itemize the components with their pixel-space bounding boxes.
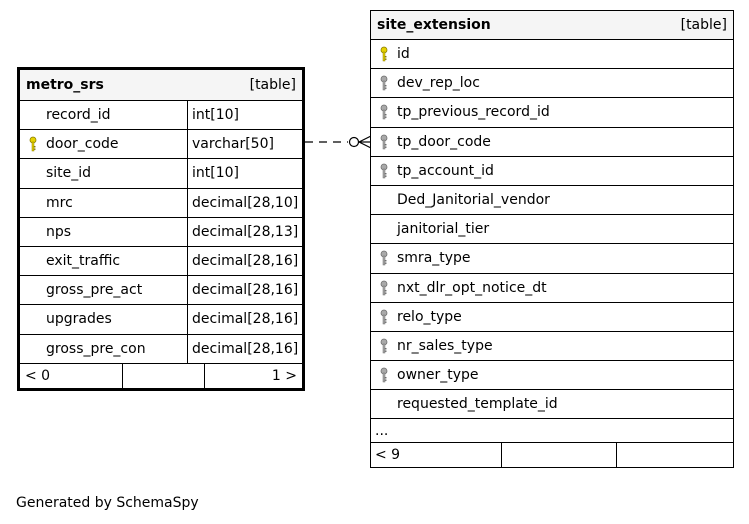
column-name-cell: [371, 157, 733, 185]
column-row[interactable]: [20, 101, 302, 130]
zero-cardinality-circle: [350, 138, 359, 147]
column-type: decimal[28,16]: [187, 335, 302, 363]
column-name-cell: [371, 186, 733, 214]
column-type: int[10]: [187, 159, 302, 187]
column-name: tp_account_id: [397, 162, 494, 179]
column-name: gross_pre_act: [46, 282, 143, 299]
column-name: smra_type: [397, 250, 471, 267]
key-placeholder: [20, 101, 46, 129]
column-row[interactable]: [20, 247, 302, 276]
footer-spacer: [502, 443, 617, 467]
table-footer: [371, 443, 733, 467]
column-row[interactable]: [371, 69, 733, 98]
table-header: [371, 11, 733, 40]
column-row[interactable]: [20, 218, 302, 247]
column-name: Ded_Janitorial_vendor: [397, 192, 550, 209]
column-row[interactable]: [371, 40, 733, 69]
table-footer: [20, 364, 302, 388]
foreign-key-icon: [371, 332, 397, 360]
column-type: decimal[28,16]: [187, 276, 302, 304]
table-name[interactable]: metro_srs: [26, 77, 104, 93]
children-count[interactable]: 1 >: [271, 367, 297, 384]
column-name: exit_traffic: [46, 253, 121, 270]
column-row[interactable]: [371, 274, 733, 303]
table-type-label: [table]: [680, 17, 727, 33]
column-name-cell: [371, 274, 733, 302]
column-name: dev_rep_loc: [397, 75, 480, 92]
column-row[interactable]: [20, 276, 302, 305]
column-name-cell: [20, 189, 187, 217]
column-type: decimal[28,10]: [187, 189, 302, 217]
column-name-cell: [20, 335, 187, 363]
key-placeholder: [371, 215, 397, 243]
key-placeholder: [371, 186, 397, 214]
column-type: decimal[28,16]: [187, 247, 302, 275]
column-row[interactable]: [20, 335, 302, 364]
column-name: tp_previous_record_id: [397, 104, 550, 121]
foreign-key-icon: [371, 274, 397, 302]
column-row[interactable]: [20, 159, 302, 188]
key-placeholder: [20, 247, 46, 275]
column-row[interactable]: [20, 305, 302, 334]
column-name-cell: [20, 305, 187, 333]
column-name: gross_pre_con: [46, 340, 146, 357]
column-name-cell: [20, 276, 187, 304]
column-name: tp_door_code: [397, 133, 491, 150]
column-name-cell: [371, 332, 733, 360]
key-placeholder: [20, 218, 46, 246]
column-list: [20, 101, 302, 364]
key-placeholder: [20, 159, 46, 187]
column-type: int[10]: [187, 101, 302, 129]
column-row[interactable]: [371, 215, 733, 244]
column-type: decimal[28,16]: [187, 305, 302, 333]
column-row[interactable]: [371, 128, 733, 157]
foreign-key-icon: [371, 128, 397, 156]
generated-by-note: Generated by SchemaSpy: [16, 495, 199, 511]
column-type: varchar[50]: [187, 130, 302, 158]
column-name: requested_template_id: [397, 396, 558, 413]
foreign-key-icon: [371, 98, 397, 126]
column-name-cell: [20, 159, 187, 187]
column-name-cell: [20, 130, 187, 158]
footer-spacer: [617, 443, 733, 467]
parents-count[interactable]: < 0: [20, 364, 123, 388]
foreign-key-icon: [371, 157, 397, 185]
column-name: site_id: [46, 165, 92, 182]
column-row[interactable]: [371, 361, 733, 390]
column-name-cell: [371, 244, 733, 272]
column-name-cell: [371, 98, 733, 126]
column-name: record_id: [46, 107, 111, 124]
column-name: nr_sales_type: [397, 337, 493, 354]
column-name: relo_type: [397, 308, 462, 325]
column-name-cell: [371, 69, 733, 97]
column-row[interactable]: [371, 244, 733, 273]
column-name: door_code: [46, 136, 119, 153]
column-row[interactable]: [371, 390, 733, 419]
column-name-cell: [371, 215, 733, 243]
key-placeholder: [20, 189, 46, 217]
column-row[interactable]: [20, 130, 302, 159]
key-placeholder: [20, 335, 46, 363]
column-name: nxt_dlr_opt_notice_dt: [397, 279, 547, 296]
column-name-cell: [20, 247, 187, 275]
primary-key-icon: [371, 40, 397, 68]
column-name-cell: [371, 390, 733, 418]
more-columns-row: [371, 419, 733, 443]
foreign-key-icon: [371, 361, 397, 389]
column-name-cell: [371, 128, 733, 156]
column-name-cell: [371, 361, 733, 389]
column-type: decimal[28,13]: [187, 218, 302, 246]
column-name: upgrades: [46, 311, 112, 328]
footer-spacer: [123, 364, 205, 388]
column-row[interactable]: [371, 303, 733, 332]
parents-count[interactable]: < 9: [371, 443, 502, 467]
column-name-cell: [371, 40, 733, 68]
column-name-cell: [20, 218, 187, 246]
table-site-extension[interactable]: [370, 10, 734, 468]
column-row[interactable]: [371, 157, 733, 186]
column-name-cell: [371, 303, 733, 331]
table-name[interactable]: site_extension: [377, 17, 491, 33]
column-row[interactable]: [20, 189, 302, 218]
column-name: janitorial_tier: [397, 221, 490, 238]
table-type-label: [table]: [249, 77, 296, 93]
foreign-key-icon: [371, 303, 397, 331]
key-placeholder: [20, 305, 46, 333]
column-row[interactable]: [371, 332, 733, 361]
table-metro-srs[interactable]: [17, 67, 305, 391]
column-row[interactable]: [371, 98, 733, 127]
column-list: [371, 40, 733, 419]
foreign-key-icon: [371, 244, 397, 272]
column-row[interactable]: [371, 186, 733, 215]
foreign-key-icon: [371, 69, 397, 97]
column-name: mrc: [46, 194, 73, 211]
table-header: [20, 70, 302, 101]
column-name-cell: [20, 101, 187, 129]
more-columns-ellipsis: ...: [375, 422, 389, 439]
primary-key-icon: [20, 130, 46, 158]
key-placeholder: [20, 276, 46, 304]
column-name: owner_type: [397, 367, 479, 384]
column-name: nps: [46, 223, 72, 240]
column-name: id: [397, 46, 410, 63]
key-placeholder: [371, 390, 397, 418]
